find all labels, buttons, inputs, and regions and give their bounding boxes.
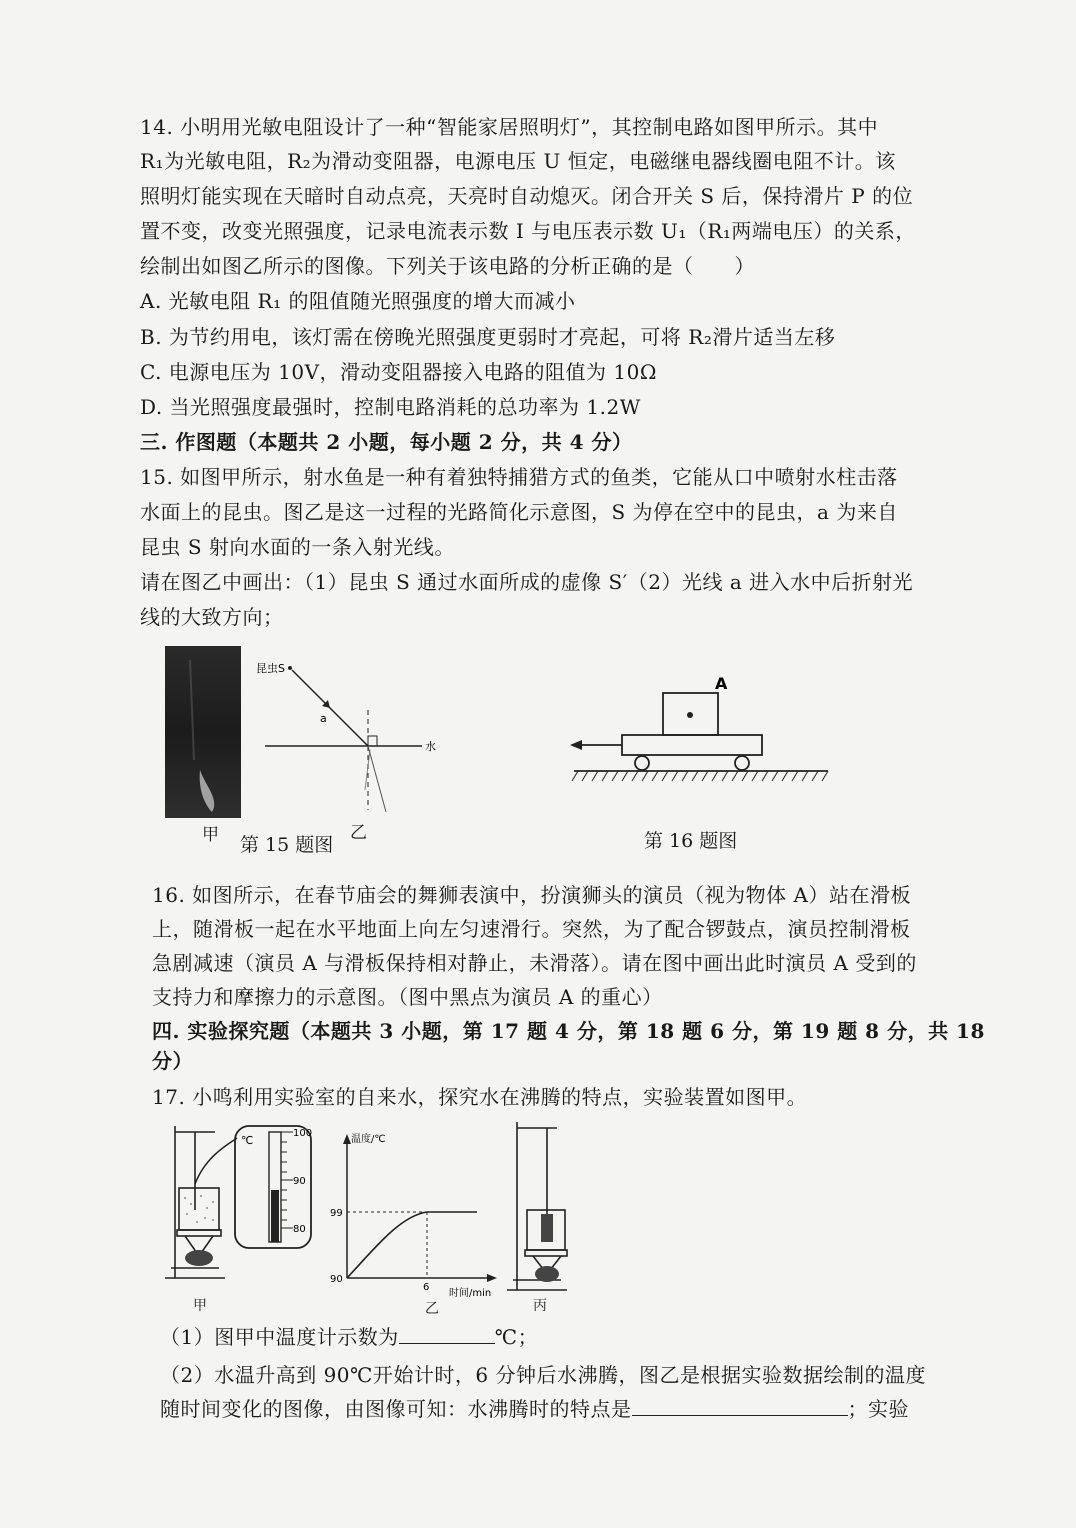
ray-a-label: a xyxy=(320,712,327,725)
q14-line-2: R₁为光敏电阻，R₂为滑动变阻器，电源电压 U 恒定，电磁继电器线圈电阻不计。该 xyxy=(140,149,896,173)
q15-line-2: 水面上的昆虫。图乙是这一过程的光路简化示意图，S 为停在空中的昆虫，a 为来自 xyxy=(140,500,898,524)
thermo-tick-100: 100 xyxy=(293,1128,313,1139)
q14-option-b: B. 为节约用电，该灯需在傍晚光照强度更弱时才亮起，可将 R₂滑片适当左移 xyxy=(140,325,836,349)
center-of-gravity-dot xyxy=(687,712,693,718)
figure-16 xyxy=(560,665,840,805)
graph-yi xyxy=(330,1132,497,1299)
water-label: 水 xyxy=(425,740,436,753)
q17-intro: 17. 小鸣利用实验室的自来水，探究水在沸腾的特点，实验装置如图甲。 xyxy=(152,1085,808,1109)
q14-line-4: 置不变，改变光照强度，记录电流表示数 I 与电压表示数 U₁（R₁两端电压）的关系， xyxy=(140,219,916,243)
q17-part-1 xyxy=(160,1322,538,1352)
q17-part-1-unit: ℃； xyxy=(494,1325,539,1349)
q15-line-4: 请在图乙中画出：（1）昆虫 S 通过水面所成的虚像 S′（2）光线 a 进入水中后折射光 xyxy=(140,570,914,594)
thermo-tick-90: 90 xyxy=(293,1176,306,1187)
y-tick-99: 99 xyxy=(330,1208,343,1219)
y-tick-90: 90 xyxy=(330,1274,343,1285)
q14-option-c: C. 电源电压为 10V，滑动变阻器接入电路的阻值为 10Ω xyxy=(140,360,657,384)
q17-part-2-tail: ；实验 xyxy=(847,1397,909,1421)
q17-part-2-line-1: （2）水温升高到 90℃开始计时，6 分钟后水沸腾，图乙是根据实验数据绘制的温度 xyxy=(160,1363,926,1387)
fig17-label-jia: 甲 xyxy=(193,1298,207,1314)
wheel-left xyxy=(635,756,649,770)
q15-line-5: 线的大致方向； xyxy=(140,605,284,629)
q16-line-3: 急剧减速（演员 A 与滑板保持相对静止，未滑落）。请在图中画出此时演员 A 受到的 xyxy=(152,951,917,975)
x-tick-6: 6 xyxy=(423,1282,430,1293)
q14-line-1: 14. 小明用光敏电阻设计了一种“智能家居照明灯”，其控制电路如图甲所示。其中 xyxy=(140,115,879,139)
insect-s-point xyxy=(288,666,292,670)
q17-part-2-text: 随时间变化的图像，由图像可知：水沸腾时的特点是 xyxy=(160,1397,632,1421)
q17-part-2-line-2 xyxy=(160,1394,909,1424)
q14-option-a: A. 光敏电阻 R₁ 的阻值随光照强度的增大而减小 xyxy=(140,289,576,313)
fig15-label-yi: 乙 xyxy=(350,823,367,843)
insect-label: 昆虫S xyxy=(256,662,285,675)
fig17-label-bing: 丙 xyxy=(533,1298,547,1314)
skateboard xyxy=(622,735,762,755)
q14-line-3: 照明灯能实现在天暗时自动点亮，天亮时自动熄灭。闭合开关 S 后，保持滑片 P 的位 xyxy=(140,184,914,208)
apparatus-bing xyxy=(507,1122,567,1290)
section-3-heading: 三. 作图题（本题共 2 小题，每小题 2 分，共 4 分） xyxy=(140,430,633,454)
answer-blank-1[interactable] xyxy=(399,1323,495,1344)
fig15-label-jia: 甲 xyxy=(202,825,219,845)
thermometer-liquid xyxy=(271,1190,279,1242)
fig17-label-yi: 乙 xyxy=(425,1301,439,1317)
y-axis-label: 温度/℃ xyxy=(351,1134,386,1145)
section-4-heading-line-1: 四. 实验探究题（本题共 3 小题，第 17 题 4 分，第 18 题 6 分，第 19 题 8 分，共 18 xyxy=(152,1019,985,1043)
q14-line-5: 绘制出如图乙所示的图像。下列关于该电路的分析正确的是（ ） xyxy=(140,254,755,278)
q14-option-d: D. 当光照强度最强时，控制电路消耗的总功率为 1.2W xyxy=(140,395,641,419)
temperature-curve xyxy=(347,1212,477,1278)
answer-blank-2[interactable] xyxy=(632,1395,848,1416)
q16-line-4: 支持力和摩擦力的示意图。（图中黑点为演员 A 的重心） xyxy=(152,985,663,1009)
fig15-caption: 第 15 题图 xyxy=(240,834,334,856)
section-4-heading-line-2: 分） xyxy=(152,1049,193,1073)
fig16-caption: 第 16 题图 xyxy=(644,830,738,852)
wheel-right xyxy=(735,756,749,770)
q15-line-3: 昆虫 S 射向水面的一条入射光线。 xyxy=(140,535,455,559)
q15-line-1: 15. 如图甲所示，射水鱼是一种有着独特捕猎方式的鱼类，它能从口中喷射水柱击落 xyxy=(140,465,898,489)
x-axis-label: 时间/min xyxy=(449,1288,492,1299)
q17-part-1-text: （1）图甲中温度计示数为 xyxy=(160,1325,399,1349)
figure-17 xyxy=(155,1118,575,1318)
thermo-tick-80: 80 xyxy=(293,1224,306,1235)
q16-line-2: 上，随滑板一起在水平地面上向左匀速滑行。突然，为了配合锣鼓点，演员控制滑板 xyxy=(152,917,911,941)
faint-refracted-line xyxy=(368,746,386,812)
q16-line-1: 16. 如图所示，在春节庙会的舞狮表演中，扮演狮头的演员（视为物体 A）站在滑板 xyxy=(152,883,911,907)
label-a: A xyxy=(715,674,728,693)
thermo-unit: ℃ xyxy=(241,1134,254,1147)
